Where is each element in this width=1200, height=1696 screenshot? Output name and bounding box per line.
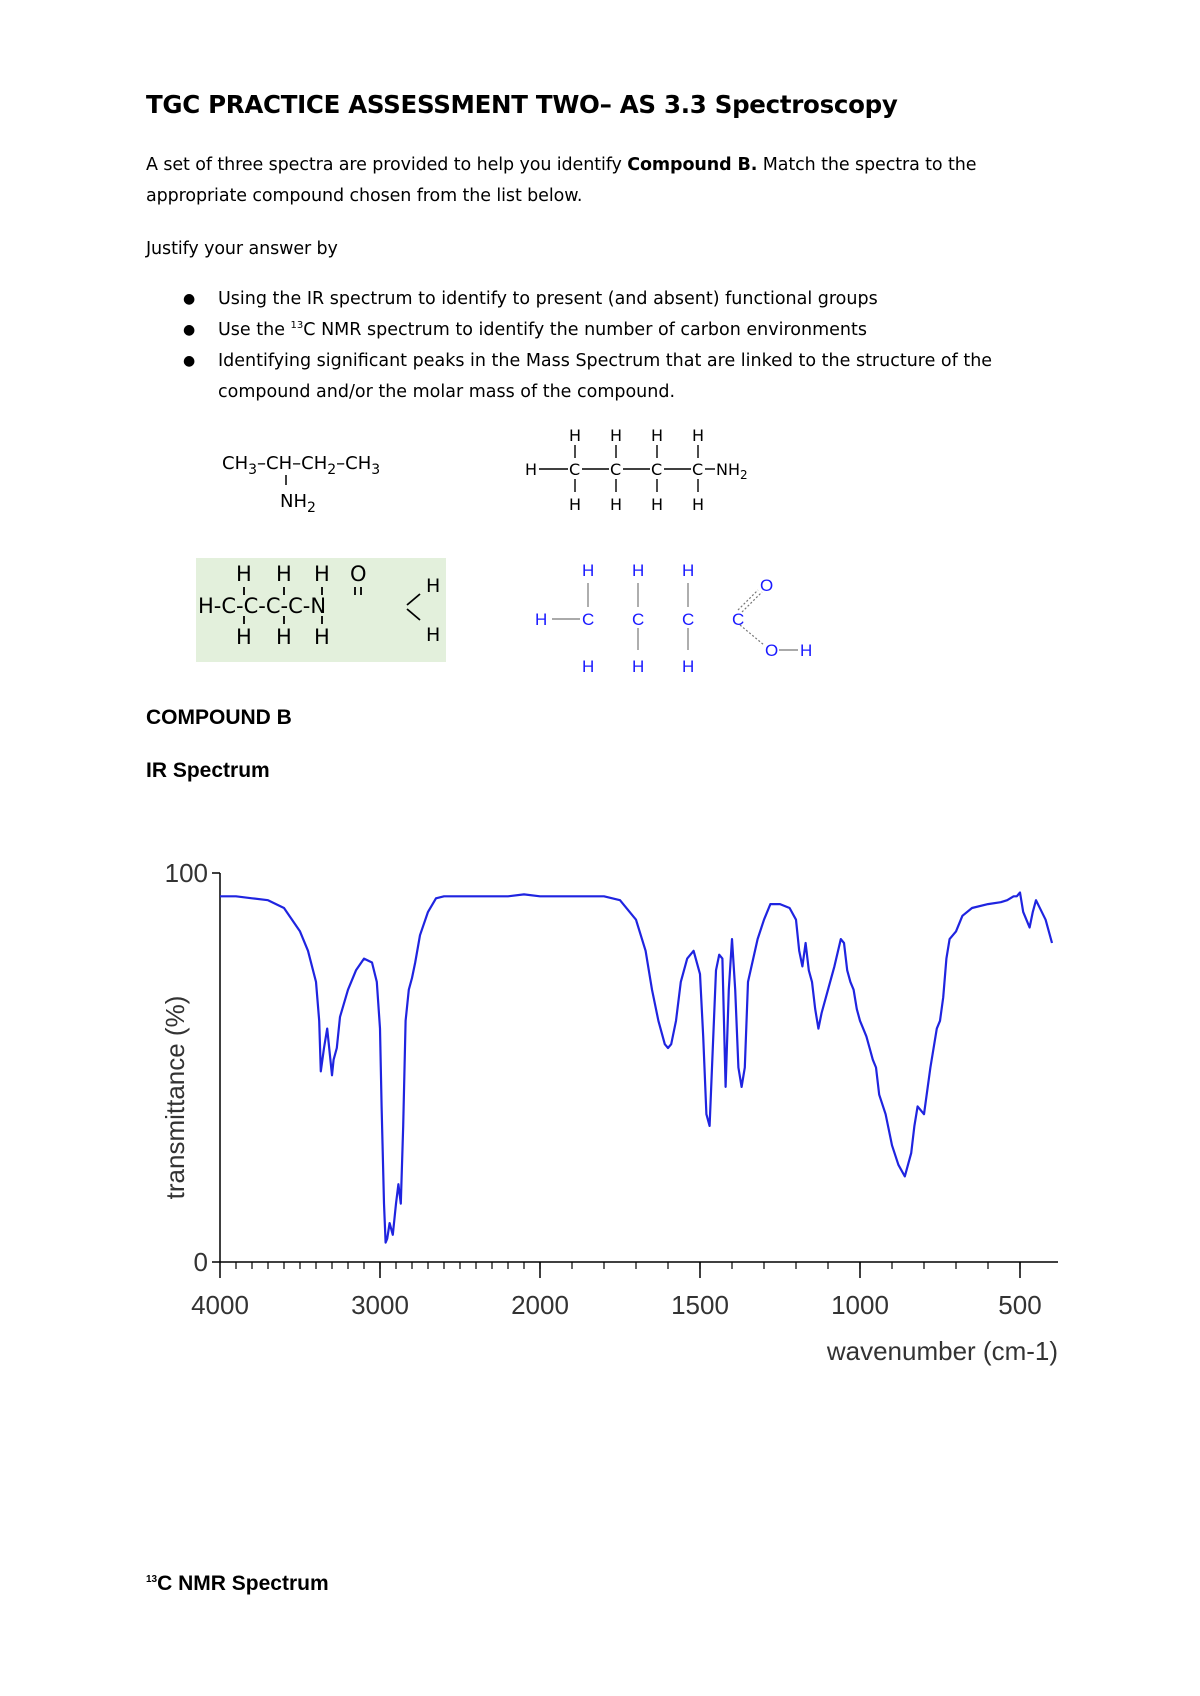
ir-spectrum-chart — [140, 850, 1080, 1395]
svg-text:H: H — [692, 495, 705, 514]
structure-4-bottom-h — [582, 657, 694, 676]
svg-text:H: H — [582, 657, 595, 676]
svg-text:O: O — [350, 562, 367, 586]
structure-2-svg — [525, 425, 765, 530]
svg-text:H: H — [426, 575, 441, 597]
bullet-text: C NMR spectrum to identify the number of carbon environments — [303, 320, 867, 340]
svg-text:C: C — [632, 610, 645, 629]
structure-3-bottom — [236, 624, 440, 649]
superscript: 13 — [146, 1574, 158, 1585]
svg-text:C: C — [732, 610, 745, 629]
structure-1-chain: $CH_3-CH-CH_2-CH_3$ — [222, 453, 381, 478]
bullet-text: Using the IR spectrum to identify to present (and absent) functional groups — [218, 289, 878, 309]
svg-text:H: H — [426, 624, 441, 646]
structure-4-chain — [535, 576, 812, 660]
nmr-heading — [146, 1572, 329, 1596]
svg-text:C: C — [682, 610, 695, 629]
svg-text:H: H — [610, 495, 623, 514]
bullet-text: Identifying significant peaks in the Mass Spectrum that are linked to the structure of the compound and/or the molar mass of the compound. — [218, 351, 993, 402]
svg-text:NH2: $NH_2$ — [716, 460, 748, 482]
list-item — [146, 284, 1046, 315]
justify-label: Justify your answer by — [146, 239, 338, 259]
structure-4-top-h — [582, 561, 694, 580]
svg-text:H: H — [800, 641, 813, 660]
svg-text:C: C — [651, 460, 663, 479]
svg-text:C: C — [569, 460, 581, 479]
svg-text:H: H — [525, 460, 538, 479]
bullet-icon: ● — [183, 322, 196, 338]
svg-text:H: H — [582, 561, 595, 580]
structure-3-svg — [196, 558, 446, 662]
svg-text:H: H — [682, 561, 695, 580]
svg-text:H: H — [276, 625, 292, 649]
nmr-heading-text: C NMR Spectrum — [157, 1572, 329, 1595]
compound-heading: COMPOUND B — [146, 706, 292, 729]
intro-text-2: Match the spectra to the appropriate compound chosen from the list below. — [146, 155, 977, 206]
list-item — [146, 346, 1046, 408]
svg-text:H: H — [632, 561, 645, 580]
svg-text:H: H — [569, 495, 582, 514]
svg-text:H: H — [632, 657, 645, 676]
superscript: 13 — [290, 320, 304, 332]
ir-heading: IR Spectrum — [146, 759, 270, 782]
intro-text: A set of three spectra are provided to help you identify — [146, 155, 628, 175]
svg-text:O: O — [760, 576, 774, 595]
list-item — [146, 315, 1046, 346]
svg-text:H: H — [236, 625, 252, 649]
structure-2-top-h — [569, 426, 704, 445]
series-line — [220, 893, 1052, 1243]
x-axis-label: wavenumber (cm-1) — [826, 1336, 1058, 1366]
x-tick-label: 1000 — [831, 1290, 889, 1320]
svg-text:H: H — [276, 562, 292, 586]
svg-text:H: H — [569, 426, 582, 445]
x-tick-label: 4000 — [191, 1290, 249, 1320]
structure-2-chain — [525, 460, 748, 482]
page-title: TGC PRACTICE ASSESSMENT TWO– AS 3.3 Spectroscopy — [146, 90, 898, 119]
structure-butan-1-amine — [525, 425, 765, 530]
svg-text:H: H — [236, 562, 252, 586]
svg-text:H: H — [610, 426, 623, 445]
svg-text:H-C-C-C-C-N: H-C-C-C-C-N — [198, 594, 327, 618]
structure-2-bottom-h — [569, 495, 704, 514]
structure-3-top — [236, 562, 440, 597]
intro-paragraph — [146, 150, 1046, 212]
y-axis-label: transmittance (%) — [160, 995, 190, 1200]
svg-text:H: H — [314, 625, 330, 649]
y-tick-label: 100 — [164, 858, 208, 888]
svg-text:H: H — [314, 562, 330, 586]
structure-3-chain — [198, 594, 326, 618]
bullet-icon: ● — [183, 291, 196, 307]
structure-butanamide — [196, 558, 446, 662]
ir-spectrum-svg — [140, 850, 1080, 1395]
structure-1-svg — [222, 445, 462, 515]
structure-4-svg — [532, 555, 832, 680]
structure-butan-2-amine — [222, 445, 462, 515]
structure-1-sub: $NH_2$ — [280, 491, 316, 515]
svg-text:H: H — [651, 426, 664, 445]
svg-text:C: C — [582, 610, 595, 629]
svg-text:O: O — [765, 641, 779, 660]
svg-text:C: C — [692, 460, 704, 479]
structure-butanoic-acid — [532, 555, 832, 680]
bullet-icon: ● — [183, 353, 196, 369]
svg-text:H: H — [535, 610, 548, 629]
bullet-list — [146, 284, 1046, 408]
bullet-text: Use the — [218, 320, 291, 340]
y-tick-label: 0 — [193, 1247, 208, 1277]
svg-text:H: H — [682, 657, 695, 676]
intro-bold: Compound B. — [627, 155, 758, 175]
x-tick-label: 1500 — [671, 1290, 729, 1320]
x-tick-label: 500 — [998, 1290, 1042, 1320]
x-tick-label: 2000 — [511, 1290, 569, 1320]
svg-text:H: H — [692, 426, 705, 445]
svg-text:H: H — [651, 495, 664, 514]
svg-text:C: C — [610, 460, 622, 479]
x-tick-label: 3000 — [351, 1290, 409, 1320]
